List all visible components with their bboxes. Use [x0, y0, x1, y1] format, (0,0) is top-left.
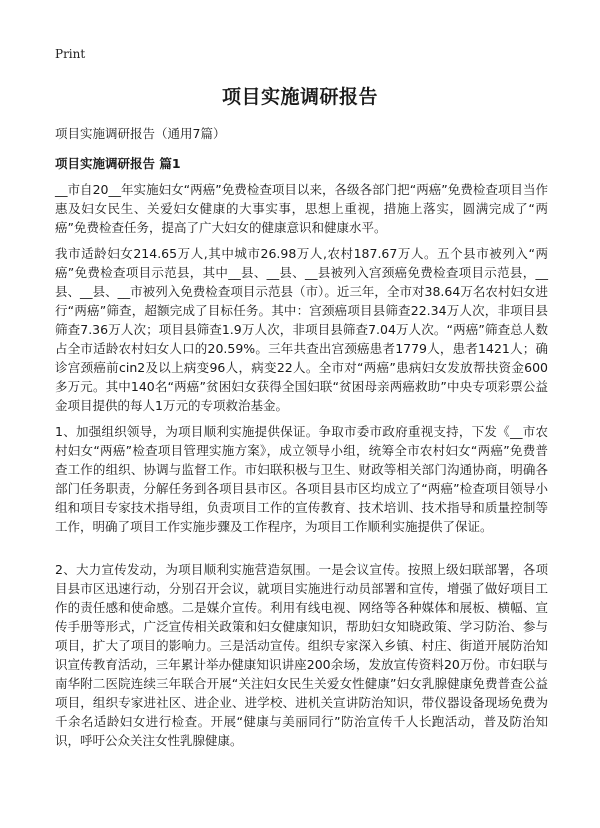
document-subtitle: 项目实施调研报告（通用7篇） — [55, 126, 226, 141]
paragraph-intro: __市自20__年实施妇女“两癌”免费检查项目以来，各级各部门把“两癌”免费检查项目当作惠及妇女民生、关爱妇女健康的大事实事，思想上重视，措施上落实，圆满完成了“两癌”免费检查任务，提高了广大妇女的健康意识和健康水平。 — [55, 182, 548, 235]
section-heading: 项目实施调研报告 篇1 — [55, 156, 181, 171]
paragraph-publicity: 2、大力宣传发动，为项目顺利实施营造氛围。一是会议宣传。按照上级妇联部署，各项目县市区迅速行动，分别召开会议，就项目实施进行动员部署和宣传，增强了做好项目工作的责任感和使命感。二是媒介宣传。利用有线电视、网络等各种媒体和展板、横幅、宣传手册等形式，广泛宣传相关政策和妇女健康知识，帮助妇女知晓政策、学习防治、参与项目，扩大了项目的影响力。三是活动宣传。组织专家深入乡镇、村庄、街道开展防治知识宣传教育活动，三年累计举办健康知识讲座200余场，发放宣传资料20万份。市妇联与南华附二医院连续三年联合开展“关注妇女民生关爱女性健康”妇女乳腺健康免费普查公益项目，组织专家进社区、进企业、进学校、进机关宣讲防治知识，带仪器设备现场免费为千余名适龄妇女进行检查。开展“健康与美丽同行”防治宣传千人长跑活动，普及防治知识，呼吁公众关注女性乳腺健康。 — [55, 562, 548, 748]
paragraph-organization: 1、加强组织领导，为项目顺利实施提供保证。争取市委市政府重视支持，下发《__市农村妇女“两癌”检查项目管理实施方案》，成立领导小组，统筹全市农村妇女“两癌”免费普查工作的组织、协调与监督工作。市妇联积极与卫生、财政等相关部门沟通协商，明确各部门任务职责，分解任务到各项目县市区。各项目县市区均成立了“两癌”检查项目领导小组和项目专家技术指导组，负责项目工作的宣传教育、技术培训、技术指导和质量控制等工作，明确了项目工作实施步骤及工作程序，为项目工作顺利实施提供了保证。 — [55, 424, 548, 534]
page-title: 项目实施调研报告 — [221, 86, 378, 108]
print-link[interactable]: Print — [55, 47, 86, 61]
paragraph-statistics: 我市适龄妇女214.65万人,其中城市26.98万人,农村187.67万人。五个县市被列入“两癌”免费检查项目示范县，其中__县、__县、__县被列入宫颈癌免费检查项目示范县，__县、__县、__市被列入免费检查项目示范县（市）。近三年，全市对38.64万名农村妇女进行“两癌”筛查，超额完成了目标任务。其中：宫颈癌项目县筛查22.34万人次，非项目县筛查7.36万人次；项目县筛查1.9万人次，非项目县筛查7.04万人次。“两癌”筛查总人数占全市适龄农村妇女人口的20.59%。三年共查出宫颈癌患者1779人，患者1421人；确诊宫颈癌前cin2及以上病变96人，病变22人。全市对“两癌”患病妇女发放帮扶资金600多万元。其中140名“两癌”贫困妇女获得全国妇联“贫困母亲两癌救助”中央专项彩票公益金项目提供的每人1万元的专项救治基金。 — [55, 246, 548, 413]
